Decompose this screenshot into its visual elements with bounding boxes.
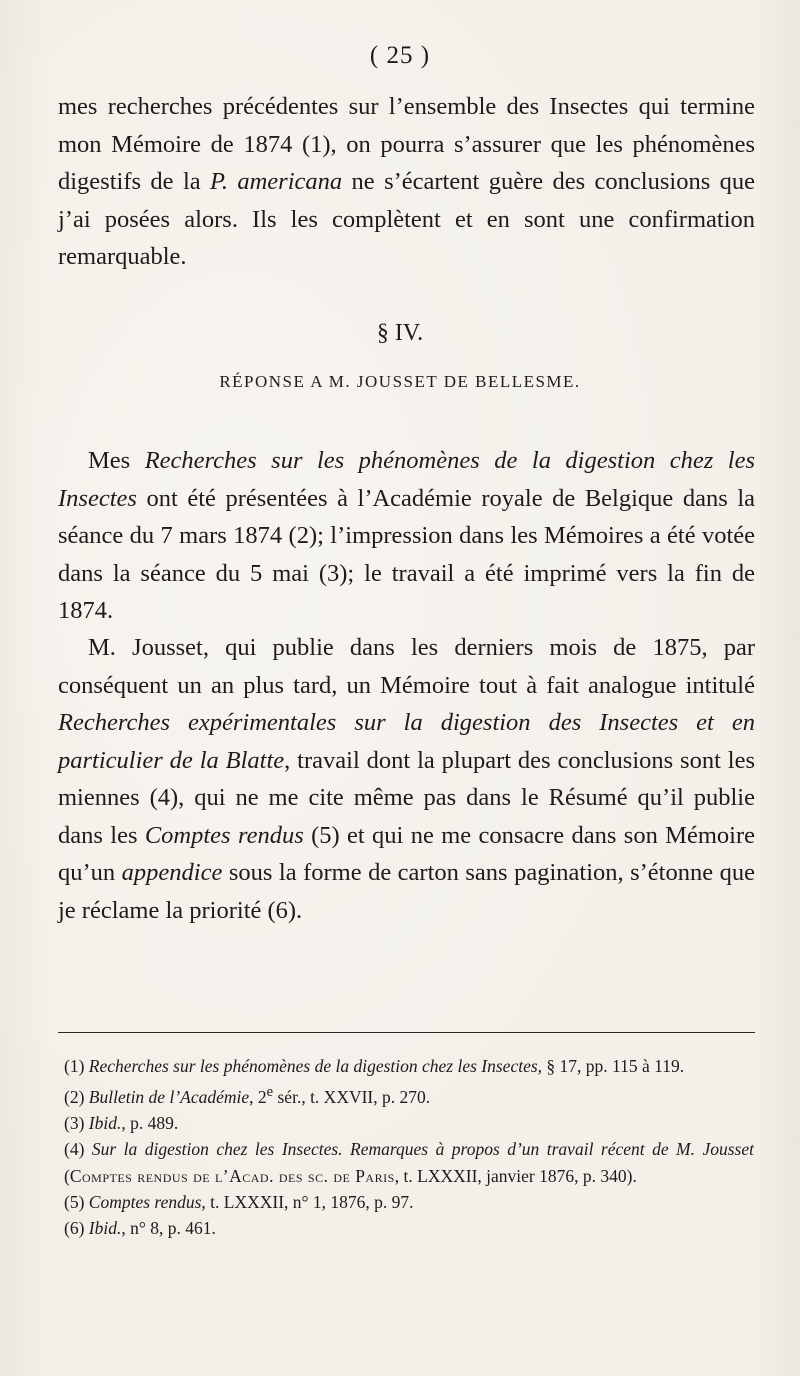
footnote-6 bbox=[64, 1215, 754, 1241]
footnote-title: Sur la digestion chez les Insectes. Remarques à propos d’un travail récent de M. Jousset bbox=[91, 1139, 754, 1160]
work-title: Recherches sur les phénomènes de la digestion chez les Insectes bbox=[58, 447, 755, 512]
footnote-marker: (6) bbox=[64, 1218, 89, 1239]
footnote-journal: Comptes rendus de l’Acad. des sc. de Paris bbox=[69, 1165, 395, 1186]
footnote-marker: (1) bbox=[64, 1056, 89, 1076]
page-number: ( 25 ) bbox=[369, 42, 431, 69]
footnote-marker: (3) bbox=[64, 1113, 89, 1134]
paragraph-2 bbox=[58, 442, 755, 630]
footnote-paren: ( bbox=[64, 1165, 70, 1186]
footnote-3 bbox=[64, 1110, 754, 1136]
appendice-word: appendice bbox=[121, 859, 223, 886]
paragraph-3 bbox=[58, 629, 755, 929]
footnote-ref: , 2 bbox=[249, 1087, 267, 1108]
footnote-title: Bulletin de l’Académie bbox=[88, 1087, 250, 1108]
footnote-title: Recherches sur les phénomènes de la digestion chez les Insectes, bbox=[88, 1056, 543, 1076]
paragraph-3-text-d: sous la forme de carton sans pagination, s’étonne que je réclame la priorité (6). bbox=[58, 859, 755, 924]
comptes-rendus-title: Comptes rendus bbox=[144, 821, 304, 849]
footnote-4 bbox=[64, 1136, 754, 1188]
footnote-title: Comptes rendus bbox=[88, 1191, 202, 1212]
paragraph-3-text-c: (5) et qui ne me consacre dans son Mémoire qu’un bbox=[58, 821, 755, 886]
footnote-title: Ibid. bbox=[88, 1218, 122, 1239]
footnote-marker: (4) bbox=[64, 1139, 92, 1160]
paragraph-1-text-end: ne s’écartent guère des conclusions que j’ai posées alors. Ils les complètent et en sont une confirmation remarquable. bbox=[58, 168, 756, 270]
species-name: P. americana bbox=[210, 168, 343, 195]
section-heading: RÉPONSE A M. JOUSSET DE BELLESME. bbox=[219, 372, 581, 391]
footnote-5 bbox=[64, 1189, 754, 1215]
footnote-marker: (2) bbox=[64, 1087, 89, 1108]
paragraph-1-text: mes recherches précédentes sur l’ensemble des Insectes qui termine mon Mémoire de 1874 (1), on pourra s’assurer que les phénomènes digestifs de la bbox=[58, 93, 755, 195]
footnote-ref: , n° 8, p. 461. bbox=[121, 1218, 216, 1239]
paragraph-3-text-b: , travail dont la plupart des conclusions sont les miennes (4), qui ne me cite même pas dans le Résumé qu’il publie dans les bbox=[58, 746, 755, 849]
footnote-ref: , p. 489. bbox=[121, 1113, 179, 1134]
footnote-ref: § 17, pp. 115 à 119. bbox=[542, 1056, 685, 1076]
footnote-marker: (5) bbox=[64, 1191, 89, 1212]
paragraph-1 bbox=[58, 88, 755, 276]
footnote-1 bbox=[64, 1053, 754, 1079]
paragraph-3-text-a: M. Jousset, qui publie dans les derniers mois de 1875, par conséquent un an plus tard, un Mémoire tout à fait analogue intitulé bbox=[58, 634, 755, 699]
footnote-2 bbox=[64, 1079, 754, 1110]
footnote-ref: , t. LXXXII, janvier 1876, p. 340). bbox=[394, 1165, 637, 1186]
footnote-title: Ibid. bbox=[88, 1113, 122, 1134]
footnotes-list bbox=[64, 1053, 754, 1241]
section-number: § IV. bbox=[376, 320, 424, 346]
paragraph-2-text-end: ont été présentées à l’Académie royale de Belgique dans la séance du 7 mars 1874 (2); l’impression dans les Mémoires a été votée dans la séance du 5 mai (3); le travail a été imprimé vers la fin de 1874. bbox=[58, 484, 755, 624]
footnote-separator bbox=[58, 1032, 755, 1033]
footnote-ref: , t. LXXXII, n° 1, 1876, p. 97. bbox=[201, 1191, 414, 1212]
paragraph-2-text-start: Mes bbox=[88, 447, 145, 474]
jousset-work-title: Recherches expérimentales sur la digestion des Insectes et en particulier de la Blatte bbox=[58, 709, 755, 774]
footnote-superscript: e bbox=[266, 1084, 274, 1101]
footnote-ref-end: sér., t. XXVII, p. 270. bbox=[273, 1087, 431, 1108]
